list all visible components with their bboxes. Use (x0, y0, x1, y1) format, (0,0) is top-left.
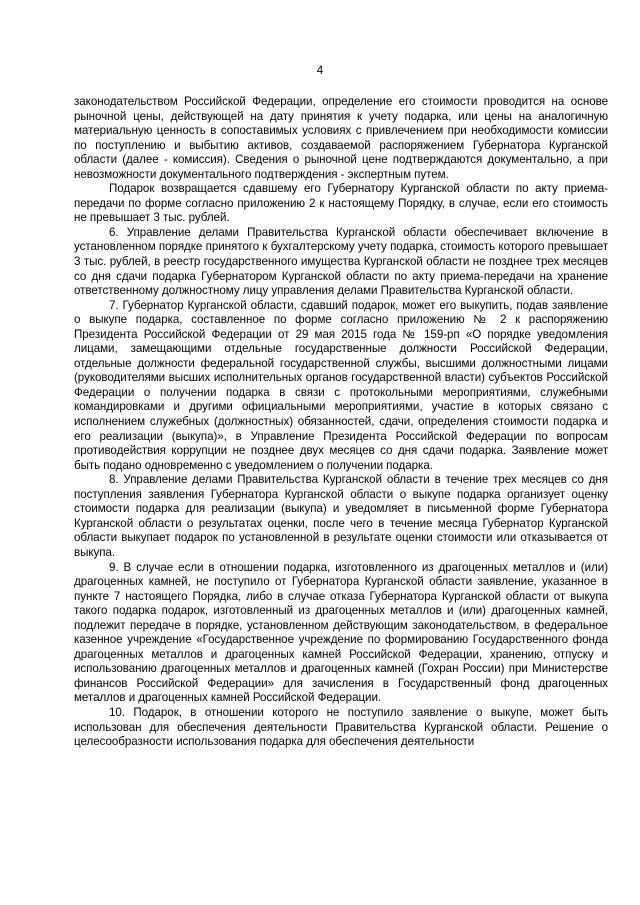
paragraph-6-registry-inclusion: 6. Управление делами Правительства Курганской области обеспечивает включение в установленном порядке принятого к бухгалтерскому учету подарка, стоимость которого превышает 3 тыс. рублей, в реестр государственного имущества Курганской области не позднее трех месяцев со дня сдачи подарка Губернатором Курганской области по акту приема-передачи на хранение ответственному должностному лицу управления делами Правительства Курганской области. (74, 225, 608, 298)
document-body (74, 95, 608, 750)
paragraph-8-valuation: 8. Управление делами Правительства Курганской области в течение трех месяцев со дня поступления заявления Губернатора Курганской области о выкупе подарка организует оценку стоимости подарка для реализации (выкупа) и уведомляет в письменной форме Губернатора Курганской области о результатах оценки, после чего в течение месяца Губернатор Курганской области выкупает подарок по установленной в результате оценки стоимости или отказывается от выкупа. (74, 473, 608, 559)
paragraph-gift-return: Подарок возвращается сдавшему его Губернатору Курганской области по акту приема-передачи по форме согласно приложению 2 к настоящему Порядку, в случае, если его стоимость не превышает 3 тыс. рублей. (74, 182, 608, 225)
paragraph-valuation-continued: законодательством Российской Федерации, определение его стоимости проводится на основе рыночной цены, действующей на дату принятия к учету подарка, или цены на аналогичную материальную ценность в сопоставимых условиях с привлечением при необходимости комиссии по поступлению и выбытию активов, создаваемой распоряжением Губернатора Курганской области (далее - комиссия). Сведения о рыночной цене подтверждаются документально, а при невозможности документального подтверждения - экспертным путем. (74, 95, 608, 181)
page-number: 4 (316, 65, 324, 77)
paragraph-9-precious-metals: 9. В случае если в отношении подарка, изготовленного из драгоценных металлов и (или) драгоценных камней, не поступило от Губернатора Курганской области заявление, указанное в пункте 7 настоящего Порядка, либо в случае отказа Губернатора Курганской области от выкупа такого подарка подарок, изготовленный из драгоценных металлов и (или) драгоценных камней, подлежит передаче в порядке, установленном действующим законодательством, в федеральное казенное учреждение «Государственное учреждение по формированию Государственного фонда драгоценных металлов и драгоценных камней Российской Федерации, хранению, отпуску и использованию драгоценных металлов и драгоценных камней (Гохран России) при Министерстве финансов Российской Федерации» для зачисления в Государственный фонд драгоценных металлов и драгоценных камней Российской Федерации. (74, 560, 608, 705)
paragraph-10-gift-use: 10. Подарок, в отношении которого не поступило заявление о выкупе, может быть использован для обеспечения деятельности Правительства Курганской области. Решение о целесообразности использования подарка для обеспечения деятельности (74, 705, 608, 749)
paragraph-7-gift-redemption: 7. Губернатор Курганской области, сдавший подарок, может его выкупить, подав заявление о выкупе подарка, составленное по форме согласно приложению № 2 к распоряжению Президента Российской Федерации от 29 мая 2015 года № 159-рп «О порядке уведомления лицами, замещающими отдельные государственные должности Российской Федерации, отдельные должности федеральной государственной службы, высшими должностными лицами (руководителями высших исполнительных органов государственной власти) субъектов Российской Федерации о получении подарка в связи с протокольными мероприятиями, служебными командировками и другими официальными мероприятиями, участие в которых связано с исполнением служебных (должностных) обязанностей, сдачи, определения стоимости подарка и его реализации (выкупа)», в Управление Президента Российской Федерации по вопросам противодействия коррупции не позднее двух месяцев со дня сдачи подарка. Заявление может быть подано одновременно с уведомлением о получении подарка. (74, 298, 608, 472)
